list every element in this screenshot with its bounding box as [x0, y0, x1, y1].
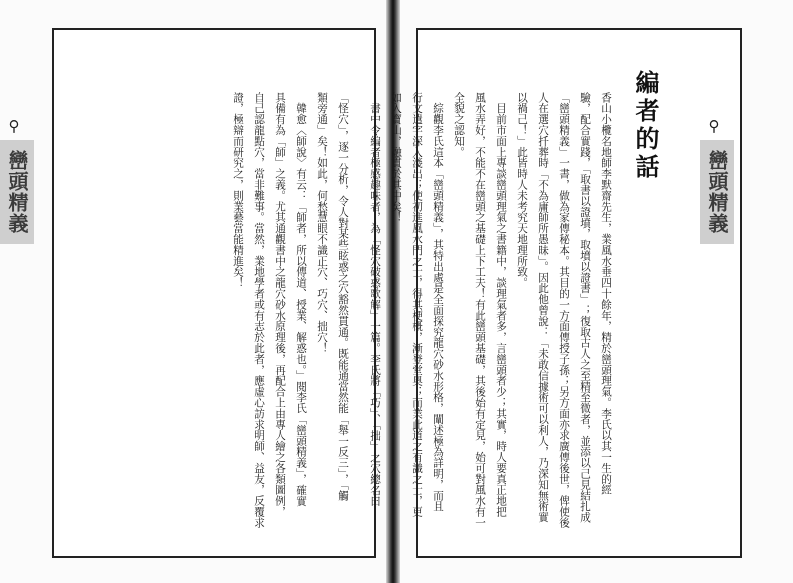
right-text-column: 「巒頭精義」一書，做為家傳秘本。其目的一方面傳授子孫；另方面亦求廣傳後世，俾使後 — [558, 92, 570, 528]
left-text-column: 自己認龍點穴，當非難事。當然，業地學者或有志於此者，應虛心訪求明師、益友，反覆求 — [253, 92, 265, 528]
right-text-column: 行文遣字深入淺出；使初進風水門之士，得其梗概，漸登堂奧；而業此道之有識之士，更 — [411, 92, 423, 518]
emblem-icon: ⚲ — [8, 117, 20, 135]
right-text-column: 全貌之認知。 — [453, 92, 465, 158]
right-text-column: 目前市面上專談巒頭理氣之書籍中，談理氣者多，言巒頭者少；其實，時人要真正地把 — [495, 92, 507, 518]
right-text-column: 人在選穴扦葬時「不為庸師所愚昧」。因此他曾說：「未敢信據術可以利人，乃深知無術實 — [537, 92, 549, 523]
left-text-column: 具備有為「師」之義。尤其通觀書中之龍穴砂水原理後，再配合上由專人繪之各類圖例， — [274, 92, 286, 518]
right-text-column: 香山小欖名地師李默齋先生，業風水垂四十餘年，精於巒頭理氣。李氏以其一生的經 — [600, 92, 612, 496]
spine-title-right: 巒頭精義 — [700, 140, 734, 244]
right-text-column: 如入寶山，融貫於其中矣！ — [390, 92, 402, 223]
right-text-column: 綜觀李氏這本「巒頭精義」，其特出處是全面探究龍穴砂水形格，闡述極為詳明，而且 — [432, 92, 444, 512]
left-page — [0, 0, 386, 583]
right-text-column: 以禍己！」此皆時人未考究天地理所致。 — [516, 92, 528, 289]
left-text-column: 證，極辯而研究之，則業藝當能精進矣！ — [232, 92, 244, 289]
book-gutter — [386, 0, 400, 583]
left-text-column: 類旁通」矣！如此，何愁慧眼不識正穴、巧穴、拙穴！ — [316, 92, 328, 354]
right-text-column: 風水弄好，不能不在巒頭之基礎上下工夫！有此巒頭基礎，其後始有定見，始可對風水有一 — [474, 92, 486, 528]
emblem-icon: ⚲ — [708, 117, 720, 135]
left-text-column: 「怪穴」，逐一分析，令人對某些眩惑之穴豁然貫通。既能通當然能「舉一反三」，「觸 — [337, 92, 349, 502]
page-title: 編者的話 — [631, 70, 660, 182]
left-text-column: 韓愈〈師說〉有云：「師者，所以傳道、授業、解惑也。」閱李氏「巒頭精義」，確實 — [295, 92, 307, 507]
spine-title-left: 巒頭精義 — [0, 140, 34, 244]
right-text-column: 驗，配合實踐，「取書以證墳，取墳以證書」；復取古人之至精至微者，並添以己見結扎成 — [579, 92, 591, 523]
right-text-column: 書中令編者極感趣味者，為「怪穴破惑歌解」一篇。李氏將「巧」、「拙」之穴總名曰 — [369, 92, 381, 507]
